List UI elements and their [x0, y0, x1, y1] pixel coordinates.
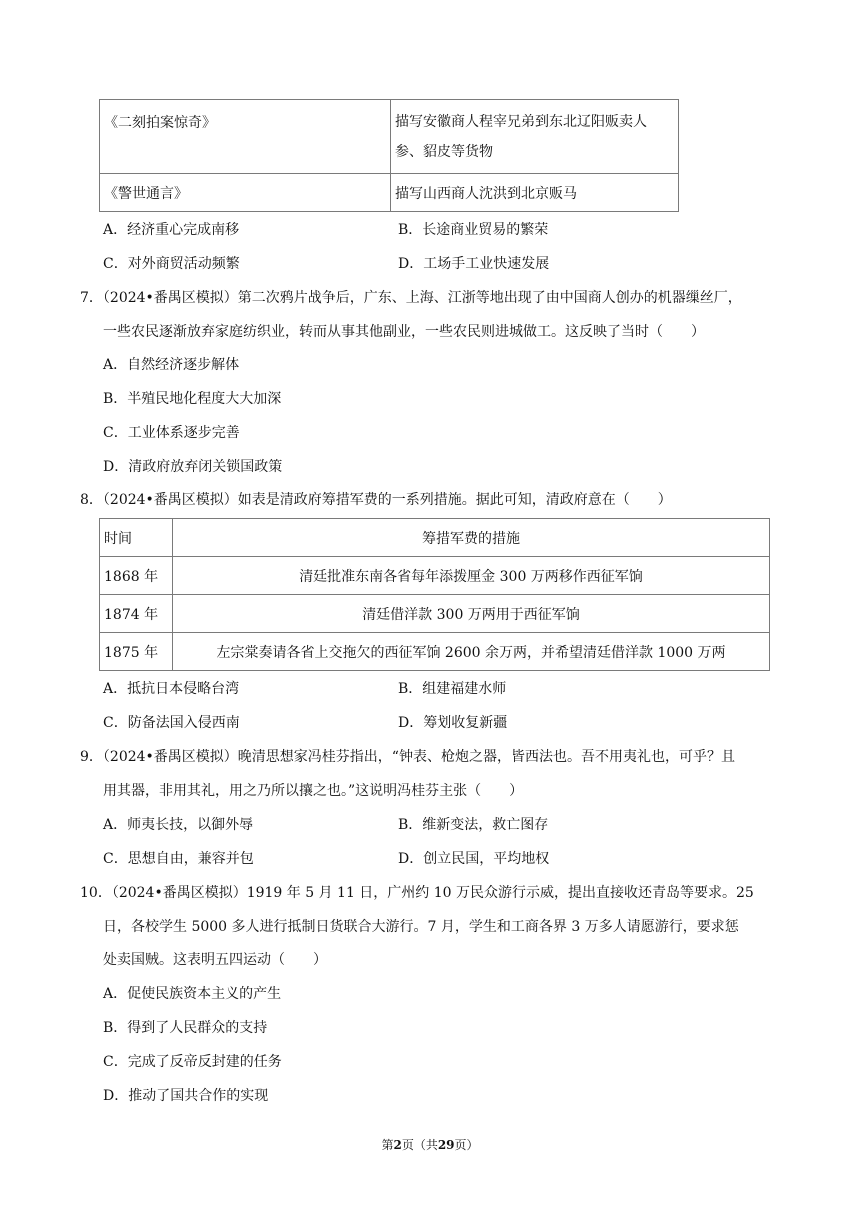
q8-stem-line: 8．（2024•番禺区模拟）如表是清政府筹措军费的一系列措施。据此可知，清政府意在（ ）	[80, 492, 672, 508]
table-cell: 左宗棠奏请各省上交拖欠的西征军饷 2600 余万两，并希望清廷借洋款 1000 万两	[173, 633, 770, 671]
q10-stem-line: 处卖国贼。这表明五四运动（ ）	[103, 952, 327, 968]
table-cell: 《警世通言》	[100, 174, 391, 212]
table-header: 时间	[100, 519, 173, 557]
q10-option-d[interactable]: D．推动了国共合作的实现	[103, 1088, 269, 1104]
q7-stem-line: 一些农民逐渐放弃家庭纺织业，转而从事其他副业，一些农民则进城做工。这反映了当时（ ）	[103, 324, 705, 340]
table-cell: 描写山西商人沈洪到北京贩马	[391, 174, 679, 212]
table-cell: 1868 年	[100, 557, 173, 595]
merchant-novels-table	[99, 99, 679, 212]
table-header: 筹措军费的措施	[173, 519, 770, 557]
table-cell: 1874 年	[100, 595, 173, 633]
q10-option-b[interactable]: B．得到了人民群众的支持	[103, 1020, 268, 1036]
q10-stem-line: 日，各校学生 5000 多人进行抵制日货联合大游行。7 月，学生和工商各界 3 万多人请愿游行，要求惩	[103, 919, 739, 935]
q9-option-b[interactable]: B．维新变法，救亡图存	[398, 817, 549, 833]
q9-stem-line: 9．（2024•番禺区模拟）晚清思想家冯桂芬指出，“钟表、枪炮之器，皆西法也。吾不用夷礼也，可乎？且	[80, 749, 735, 765]
q6-option-b[interactable]: B．长途商业贸易的繁荣	[398, 222, 549, 238]
q10-stem-line: 10．（2024•番禺区模拟）1919 年 5 月 11 日，广州约 10 万民众游行示威，提出直接收还青岛等要求。25	[80, 885, 754, 901]
q7-option-c[interactable]: C．工业体系逐步完善	[103, 425, 240, 441]
q6-option-c[interactable]: C．对外商贸活动频繁	[103, 256, 240, 272]
q7-stem-line: 7．（2024•番禺区模拟）第二次鸦片战争后，广东、上海、江浙等地出现了由中国商人创办的机器缫丝厂，	[80, 290, 742, 306]
table-cell: 《二刻拍案惊奇》	[100, 100, 391, 174]
page-footer	[0, 1136, 860, 1153]
cell-line: 描写安徽商人程宰兄弟到东北辽阳贩卖人	[395, 113, 647, 130]
q8-option-a[interactable]: A．抵抗日本侵略台湾	[103, 681, 240, 697]
table-cell	[391, 100, 679, 174]
table-cell: 1875 年	[100, 633, 173, 671]
footer-mid: 页（共	[401, 1138, 438, 1152]
q9-option-d[interactable]: D．创立民国，平均地权	[398, 851, 550, 867]
q7-option-b[interactable]: B．半殖民地化程度大大加深	[103, 391, 282, 407]
q7-option-d[interactable]: D．清政府放弃闭关锁国政策	[103, 459, 283, 475]
q9-stem-line: 用其器，非用其礼，用之乃所以攘之也。”这说明冯桂芬主张（ ）	[103, 783, 524, 799]
q6-option-d[interactable]: D．工场手工业快速发展	[398, 256, 550, 272]
q9-option-a[interactable]: A．师夷长技，以御外辱	[103, 817, 254, 833]
footer-total-pages: 29	[437, 1138, 455, 1152]
footer-page-number: 2	[393, 1138, 402, 1152]
military-funding-table	[99, 518, 770, 671]
q10-option-a[interactable]: A．促使民族资本主义的产生	[103, 986, 282, 1002]
table-cell: 清廷借洋款 300 万两用于西征军饷	[173, 595, 770, 633]
cell-line: 参、貂皮等货物	[395, 143, 493, 160]
q8-option-c[interactable]: C．防备法国入侵西南	[103, 715, 240, 731]
q7-option-a[interactable]: A．自然经济逐步解体	[103, 357, 240, 373]
table-cell: 清廷批准东南各省每年添拨厘金 300 万两移作西征军饷	[173, 557, 770, 595]
footer-suffix: 页）	[454, 1138, 479, 1152]
q8-option-b[interactable]: B．组建福建水师	[398, 681, 507, 697]
q9-option-c[interactable]: C．思想自由，兼容并包	[103, 851, 254, 867]
q6-option-a[interactable]: A．经济重心完成南移	[103, 222, 240, 238]
q10-option-c[interactable]: C．完成了反帝反封建的任务	[103, 1054, 282, 1070]
q8-option-d[interactable]: D．筹划收复新疆	[398, 715, 508, 731]
footer-prefix: 第	[381, 1138, 394, 1152]
